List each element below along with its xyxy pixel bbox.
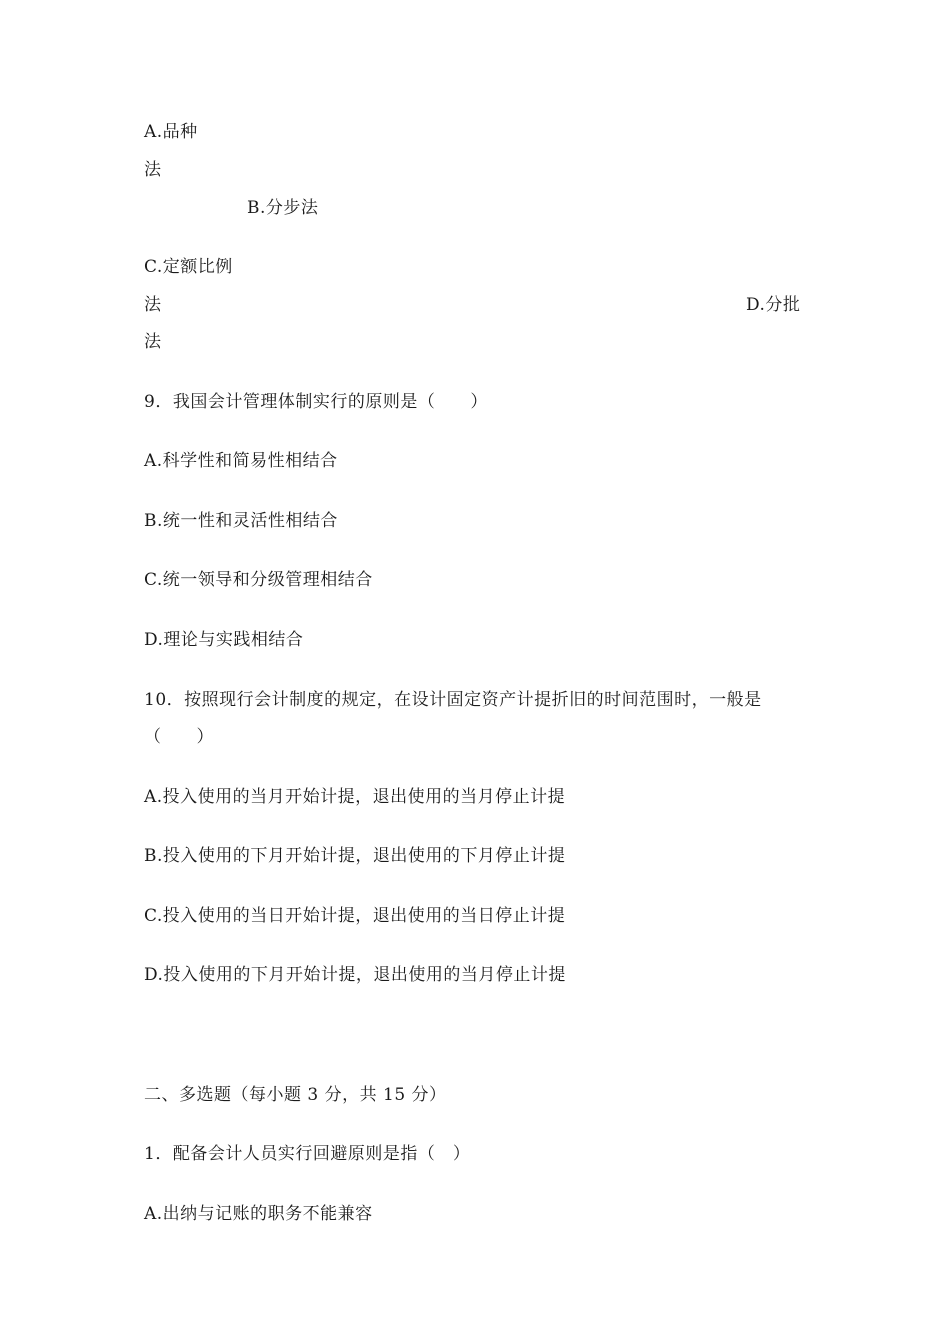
- q9-option-a: A.科学性和简易性相结合: [144, 451, 338, 471]
- q8-option-b: B.分步法: [247, 198, 319, 218]
- q10-option-b: B.投入使用的下月开始计提，退出使用的下月停止计提: [144, 846, 566, 866]
- q10-option-d: D.投入使用的下月开始计提，退出使用的当月停止计提: [144, 965, 566, 985]
- q10-option-c: C.投入使用的当日开始计提，退出使用的当日停止计提: [144, 906, 566, 926]
- q10-stem-line1: 10．按照现行会计制度的规定，在设计固定资产计提折旧的时间范围时，一般是: [144, 690, 762, 710]
- section-heading-multiple-choice: 二、多选题（每小题 3 分，共 15 分）: [144, 1085, 447, 1105]
- q8-option-c-suffix: 法: [144, 295, 162, 315]
- mq1-option-a: A.出纳与记账的职务不能兼容: [144, 1204, 373, 1224]
- q9-stem: 9．我国会计管理体制实行的原则是（ ）: [144, 392, 488, 412]
- q9-option-d: D.理论与实践相结合: [144, 630, 304, 650]
- q8-option-a-prefix: A.品种: [144, 122, 198, 142]
- q9-option-c: C.统一领导和分级管理相结合: [144, 570, 373, 590]
- q9-option-b: B.统一性和灵活性相结合: [144, 511, 338, 531]
- q10-stem-line2: （ ）: [144, 727, 214, 747]
- q8-option-d-suffix: 法: [144, 332, 162, 352]
- q8-option-c-prefix: C.定额比例: [144, 257, 233, 277]
- mq1-stem: 1．配备会计人员实行回避原则是指（ ）: [144, 1144, 471, 1164]
- q8-option-a-suffix: 法: [144, 160, 162, 180]
- q8-option-d-prefix: D.分批: [746, 295, 801, 315]
- q10-option-a: A.投入使用的当月开始计提，退出使用的当月停止计提: [144, 787, 566, 807]
